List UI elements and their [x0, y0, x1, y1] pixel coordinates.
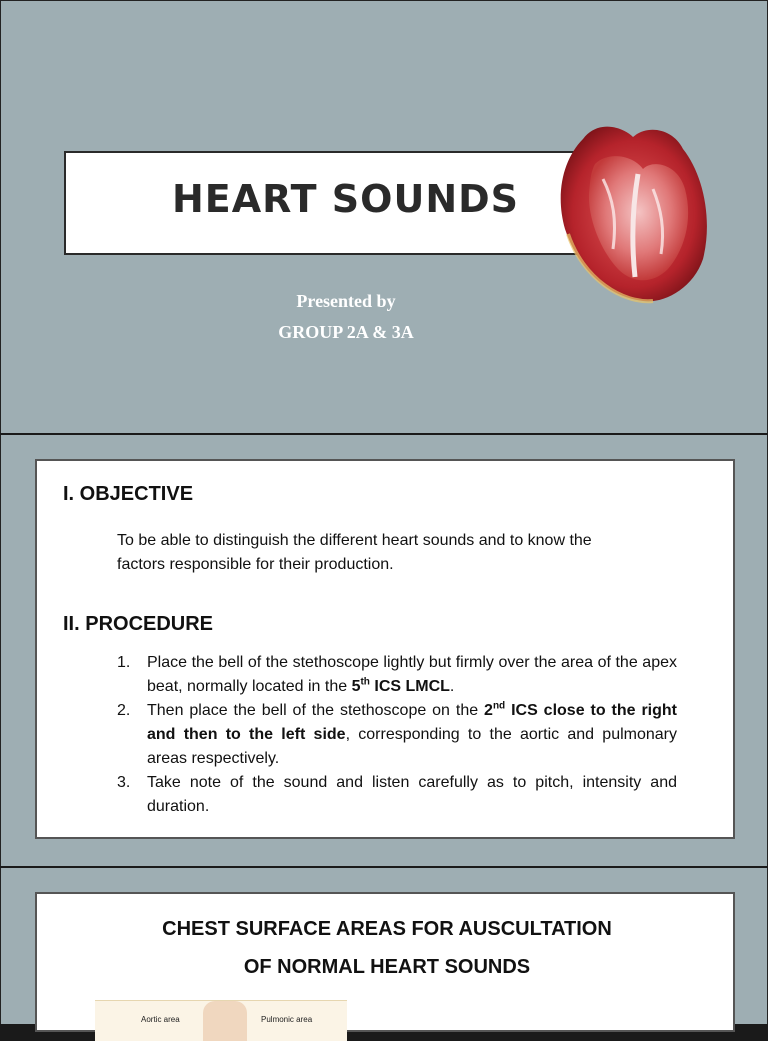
presented-by: Presented by	[296, 291, 396, 311]
chest-title-line-1: CHEST SURFACE AREAS FOR AUSCULTATION	[162, 918, 612, 940]
chest-title-line-2: OF NORMAL HEART SOUNDS	[243, 956, 531, 978]
slide-title: HEART SOUNDS	[171, 177, 520, 221]
group-name: GROUP 2A & 3A	[278, 322, 414, 342]
chest-diagram	[95, 1000, 347, 1041]
procedure-list	[117, 651, 677, 819]
pulmonic-area-label: Pulmonic area	[261, 1015, 313, 1024]
title-slide	[0, 0, 768, 433]
torso-shape	[203, 1001, 247, 1041]
auscultation-slide	[0, 868, 768, 1024]
objective-line-1: To be able to distinguish the different heart sounds and to know the	[117, 532, 592, 549]
content-box	[35, 892, 735, 1032]
objective-line-2: factors responsible for their production.	[117, 556, 394, 573]
heart-image	[553, 119, 713, 309]
procedure-heading: II. PROCEDURE	[63, 613, 214, 635]
objective-heading: I. OBJECTIVE	[63, 483, 194, 505]
content-box	[35, 459, 735, 839]
procedure-step: 3. Take note of the sound and listen carefully as to pitch, intensity and duration.	[117, 774, 677, 815]
procedure-step: 1. Place the bell of the stethoscope lightly but firmly over the area of the apex beat, normally located in the 5th ICS LMCL.	[117, 654, 677, 695]
objective-procedure-slide	[0, 435, 768, 866]
procedure-step: 2. Then place the bell of the stethoscope on the 2nd ICS close to the right and then to the left side, corresponding to the aortic and pulmonary areas respectively.	[117, 700, 678, 767]
aortic-area-label: Aortic area	[141, 1015, 180, 1024]
